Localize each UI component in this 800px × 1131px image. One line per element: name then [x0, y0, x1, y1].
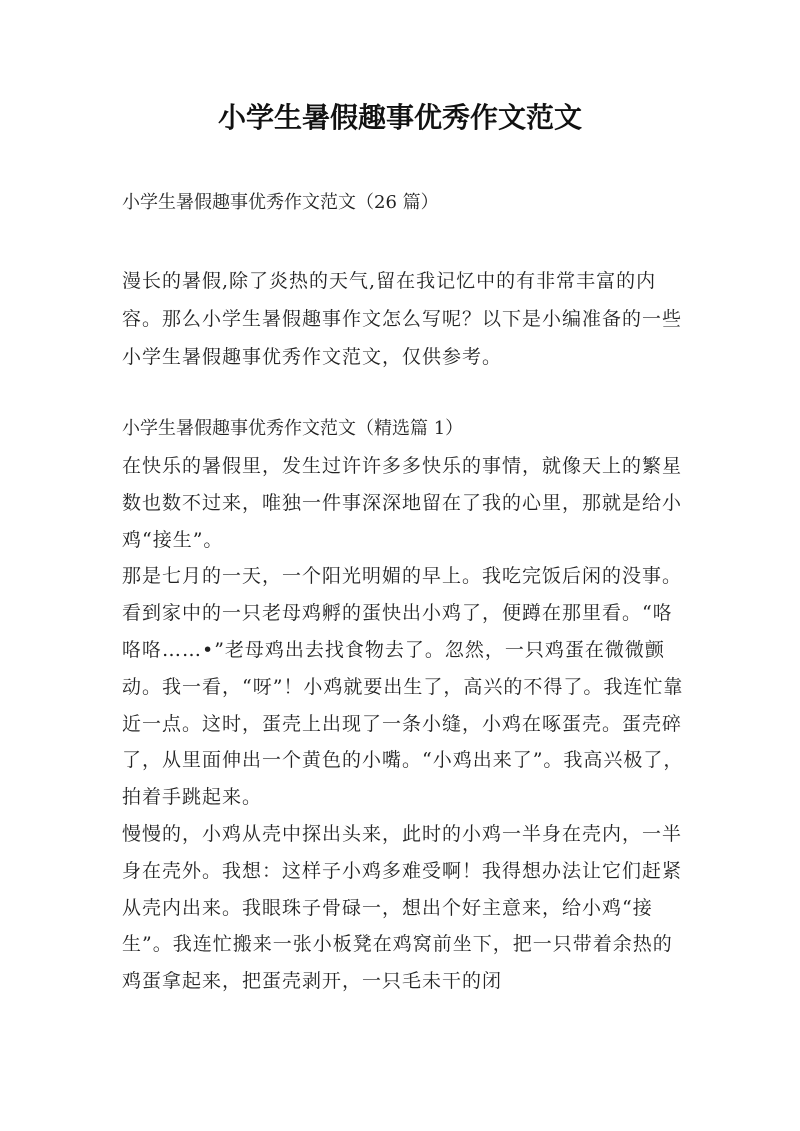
section-heading: 小学生暑假趣事优秀作文范文（精选篇 1）	[122, 418, 464, 439]
document-subtitle: 小学生暑假趣事优秀作文范文（26 篇）	[122, 192, 439, 213]
essay-paragraph-1: 在快乐的暑假里，发生过许许多多快乐的事情，就像天上的繁星数也数不过来，唯独一件事深深地留在了我的心里，那就是给小鸡“接生”。	[122, 455, 683, 551]
essay-paragraph-3: 慢慢的，小鸡从壳中探出头来，此时的小鸡一半身在壳内，一半身在壳外。我想：这样子小鸡多难受啊！我得想办法让它们赶紧从壳内出来。我眼珠子骨碌一，想出个好主意来，给小鸡“接生”。我连忙搬来一张小板凳在鸡窝前坐下，把一只带着余热的鸡蛋拿起来，把蛋壳剥开，一只毛未干的闭	[122, 822, 683, 993]
essay-paragraph-2: 那是七月的一天，一个阳光明媚的早上。我吃完饭后闲的没事。看到家中的一只老母鸡孵的蛋快出小鸡了，便蹲在那里看。“咯咯咯……•”老母鸡出去找食物去了。忽然，一只鸡蛋在微微颤动。我一看，“呀”！小鸡就要出生了，高兴的不得了。我连忙靠近一点。这时，蛋壳上出现了一条小缝，小鸡在啄蛋壳。蛋壳碎了，从里面伸出一个黄色的小嘴。“小鸡出来了”。我高兴极了，拍着手跳起来。	[122, 565, 684, 809]
document-title: 小学生暑假趣事优秀作文范文	[217, 101, 582, 134]
essay-body	[122, 448, 692, 1000]
intro-paragraph: 漫长的暑假,除了炎热的天气,留在我记忆中的有非常丰富的内容。那么小学生暑假趣事作文怎么写呢？以下是小编准备的一些小学生暑假趣事优秀作文范文，仅供参考。	[122, 270, 683, 368]
